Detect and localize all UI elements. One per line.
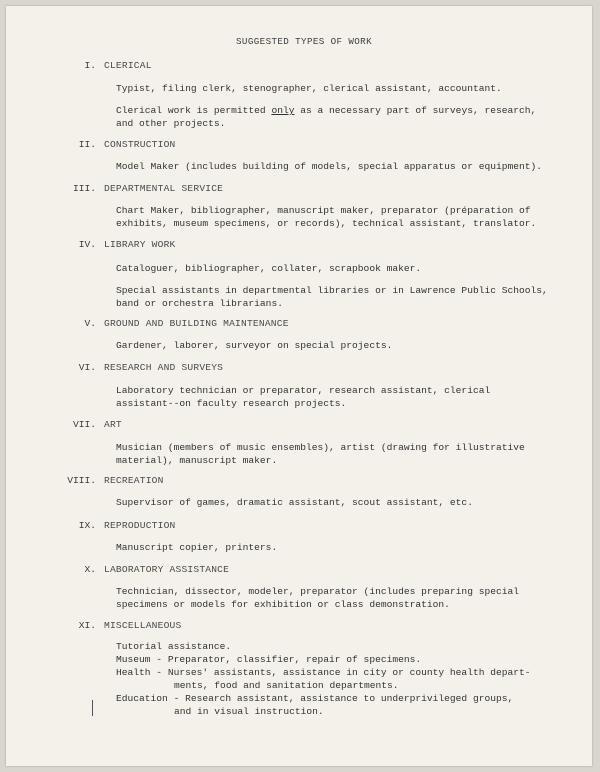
section-number: I. <box>84 60 96 71</box>
section-text: Manuscript copier, printers. <box>116 542 278 553</box>
section-number: IX. <box>78 520 96 531</box>
section-text: assistant--on faculty research projects. <box>116 398 347 409</box>
section-text: Education - Research assistant, assistance to underprivileged groups, <box>116 693 514 704</box>
section-heading: GROUND AND BUILDING MAINTENANCE <box>104 318 289 329</box>
section-text: material), manuscript maker. <box>116 455 278 466</box>
section-heading: LIBRARY WORK <box>104 239 176 250</box>
section-text: Laboratory technician or preparator, research assistant, clerical <box>116 385 491 396</box>
section-text: Tutorial assistance. <box>116 641 232 652</box>
section-number: III. <box>72 183 96 194</box>
section-heading: REPRODUCTION <box>104 520 176 531</box>
section-number: IV. <box>78 239 96 250</box>
section-text: band or orchestra librarians. <box>116 298 283 309</box>
section-text: Clerical work is permitted only as a necessary part of surveys, research, <box>116 105 537 116</box>
section-text: and in visual instruction. <box>174 706 324 717</box>
section-number: VI. <box>78 362 96 373</box>
section-text: specimens or models for exhibition or class demonstration. <box>116 599 450 610</box>
section-text: and other projects. <box>116 118 226 129</box>
section-number: VIII. <box>67 475 96 486</box>
section-heading: DEPARTMENTAL SERVICE <box>104 183 224 194</box>
section-heading: RESEARCH AND SURVEYS <box>104 362 224 373</box>
section-heading: LABORATORY ASSISTANCE <box>104 564 230 575</box>
section-heading: MISCELLANEOUS <box>104 620 182 631</box>
document-page <box>6 6 592 766</box>
section-text: Typist, filing clerk, stenographer, clerical assistant, accountant. <box>116 83 502 94</box>
section-text: Model Maker (includes building of models, special apparatus or equipment). <box>116 161 543 172</box>
section-number: V. <box>84 318 96 329</box>
section-number: XI. <box>78 620 96 631</box>
page-title: SUGGESTED TYPES OF WORK <box>236 36 373 47</box>
section-number: II. <box>78 139 96 150</box>
margin-mark <box>92 700 93 716</box>
section-text: Special assistants in departmental libraries or in Lawrence Public Schools, <box>116 285 548 296</box>
section-text: Technician, dissector, modeler, preparator (includes preparing special <box>116 586 520 597</box>
section-text: ments, food and sanitation departments. <box>174 680 399 691</box>
section-text: Supervisor of games, dramatic assistant, scout assistant, etc. <box>116 497 473 508</box>
emphasis-only: only <box>271 105 295 116</box>
section-text: Cataloguer, bibliographer, collater, scrapbook maker. <box>116 263 422 274</box>
section-text: Museum - Preparator, classifier, repair of specimens. <box>116 654 422 665</box>
section-text: Chart Maker, bibliographer, manuscript maker, preparator (préparation of <box>116 205 531 216</box>
section-text: Musician (members of music ensembles), artist (drawing for illustrative <box>116 442 525 453</box>
section-heading: CLERICAL <box>104 60 152 71</box>
section-heading: ART <box>104 419 122 430</box>
section-heading: RECREATION <box>104 475 164 486</box>
section-text: Health - Nurses' assistants, assistance in city or county health depart- <box>116 667 531 678</box>
section-text: exhibits, museum specimens, or records), technical assistant, translator. <box>116 218 537 229</box>
section-heading: CONSTRUCTION <box>104 139 176 150</box>
section-number: X. <box>84 564 96 575</box>
section-number: VII. <box>72 419 96 430</box>
section-text: Gardener, laborer, surveyor on special projects. <box>116 340 393 351</box>
